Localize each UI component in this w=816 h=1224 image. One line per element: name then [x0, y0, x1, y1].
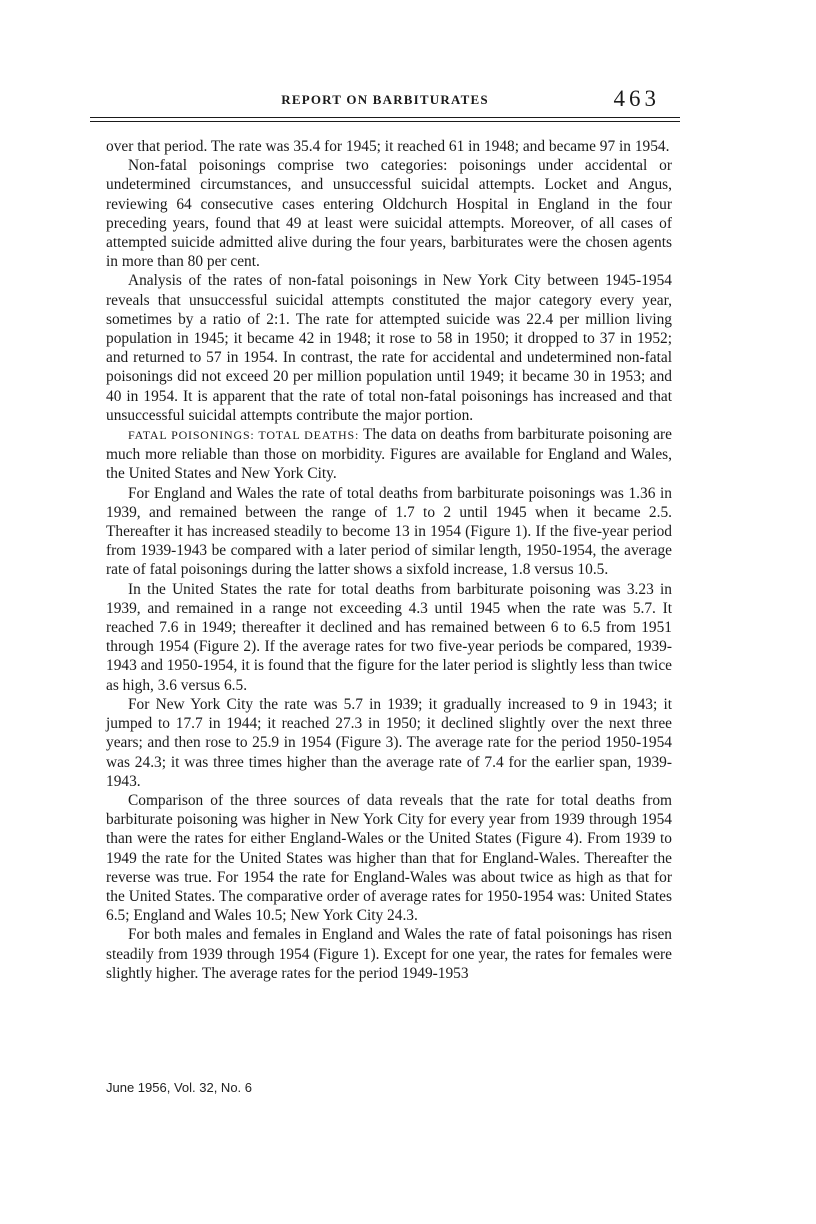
page-header — [90, 86, 680, 116]
paragraph: For both males and females in England and Wales the rate of fatal poisonings has risen steadily from 1939 through 1954 (Figure 1). Except for one year, the rates for females were slightly higher. The average rates for the period 1949-1953 — [106, 926, 672, 982]
paragraph: For England and Wales the rate of total deaths from barbiturate poisonings was 1.36 in 1939, and remained between the range of 1.7 to 2 until 1945 when it became 2.5. Thereafter it has increased steadily to become 13 in 1954 (Figure 1). If the five-year period from 1939-1943 be compared with a later period of similar length, 1950-1954, the average rate of fatal poisonings during the latter shows a sixfold increase, 1.8 versus 10.5. — [106, 484, 672, 579]
header-rule-bottom — [90, 121, 680, 122]
section-text: The data on deaths from barbiturate poisoning are much more reliable than those on morbidity. Figures are available for England and Wales, the United States and New York City. — [106, 426, 672, 483]
paragraph: Comparison of the three sources of data reveals that the rate for total deaths from barbiturate poisoning was higher in New York City for every year from 1939 through 1954 than were the rates for either England-Wales or the United States (Figure 4). From 1939 to 1949 the rate for the United States was higher than that for England-Wales. Thereafter the reverse was true. For 1954 the rate for England-Wales was about twice as high as that for the United States. The comparative order of average rates for 1950-1954 was: United States 6.5; England and Wales 10.5; New York City 24.3. — [106, 791, 672, 925]
section-paragraph — [106, 425, 672, 484]
page-number: 463 — [613, 86, 660, 111]
paragraph: Analysis of the rates of non-fatal poisonings in New York City between 1945-1954 reveals that unsuccessful suicidal attempts constituted the major category every year, sometimes by a ratio of 2:1. The rate for attempted suicide was 22.4 per million living population in 1945; it became 42 in 1948; it rose to 58 in 1950; it dropped to 37 in 1952; and returned to 57 in 1954. In contrast, the rate for accidental and undetermined non-fatal poisonings did not exceed 20 per million population until 1949; it became 30 in 1953; and 40 in 1954. It is apparent that the rate of total non-fatal poisonings has increased and that unsuccessful suicidal attempts contribute the major portion. — [106, 272, 672, 424]
paragraph: In the United States the rate for total deaths from barbiturate poisoning was 3.23 in 1939, and remained in a range not exceeding 4.3 until 1945 when the rate was 5.7. It reached 7.6 in 1949; thereafter it declined and has remained between 6 to 6.5 from 1951 through 1954 (Figure 2). If the average rates for two five-year periods be compared, 1939-1943 and 1950-1954, it is found that the figure for the later period is slightly less than twice as high, 3.6 versus 6.5. — [106, 580, 672, 694]
header-rule-top — [90, 117, 680, 118]
article-body — [106, 137, 672, 983]
section-heading: FATAL POISONINGS: TOTAL DEATHS: — [128, 428, 360, 443]
paragraph: For New York City the rate was 5.7 in 1939; it gradually increased to 9 in 1943; it jumped to 17.7 in 1944; it reached 27.3 in 1950; it declined slightly over the next three years; and then rose to 25.9 in 1954 (Figure 3). The average rate for the period 1950-1954 was 24.3; it was three times higher than the average rate of 7.4 for the earlier span, 1939-1943. — [106, 695, 672, 790]
journal-citation: June 1956, Vol. 32, No. 6 — [106, 1080, 252, 1095]
paragraph: over that period. The rate was 35.4 for 1945; it reached 61 in 1948; and became 97 in 1954. — [106, 138, 670, 155]
paragraph: Non-fatal poisonings comprise two categories: poisonings under accidental or undetermined circumstances, and unsuccessful suicidal attempts. Locket and Angus, reviewing 64 consecutive cases entering Oldchurch Hospital in England in the four preceding years, found that 49 at least were suicidal attempts. Moreover, of all cases of attempted suicide admitted alive during the four years, barbiturates were the chosen agents in more than 80 per cent. — [106, 157, 672, 271]
running-title: REPORT ON BARBITURATES — [281, 92, 489, 107]
